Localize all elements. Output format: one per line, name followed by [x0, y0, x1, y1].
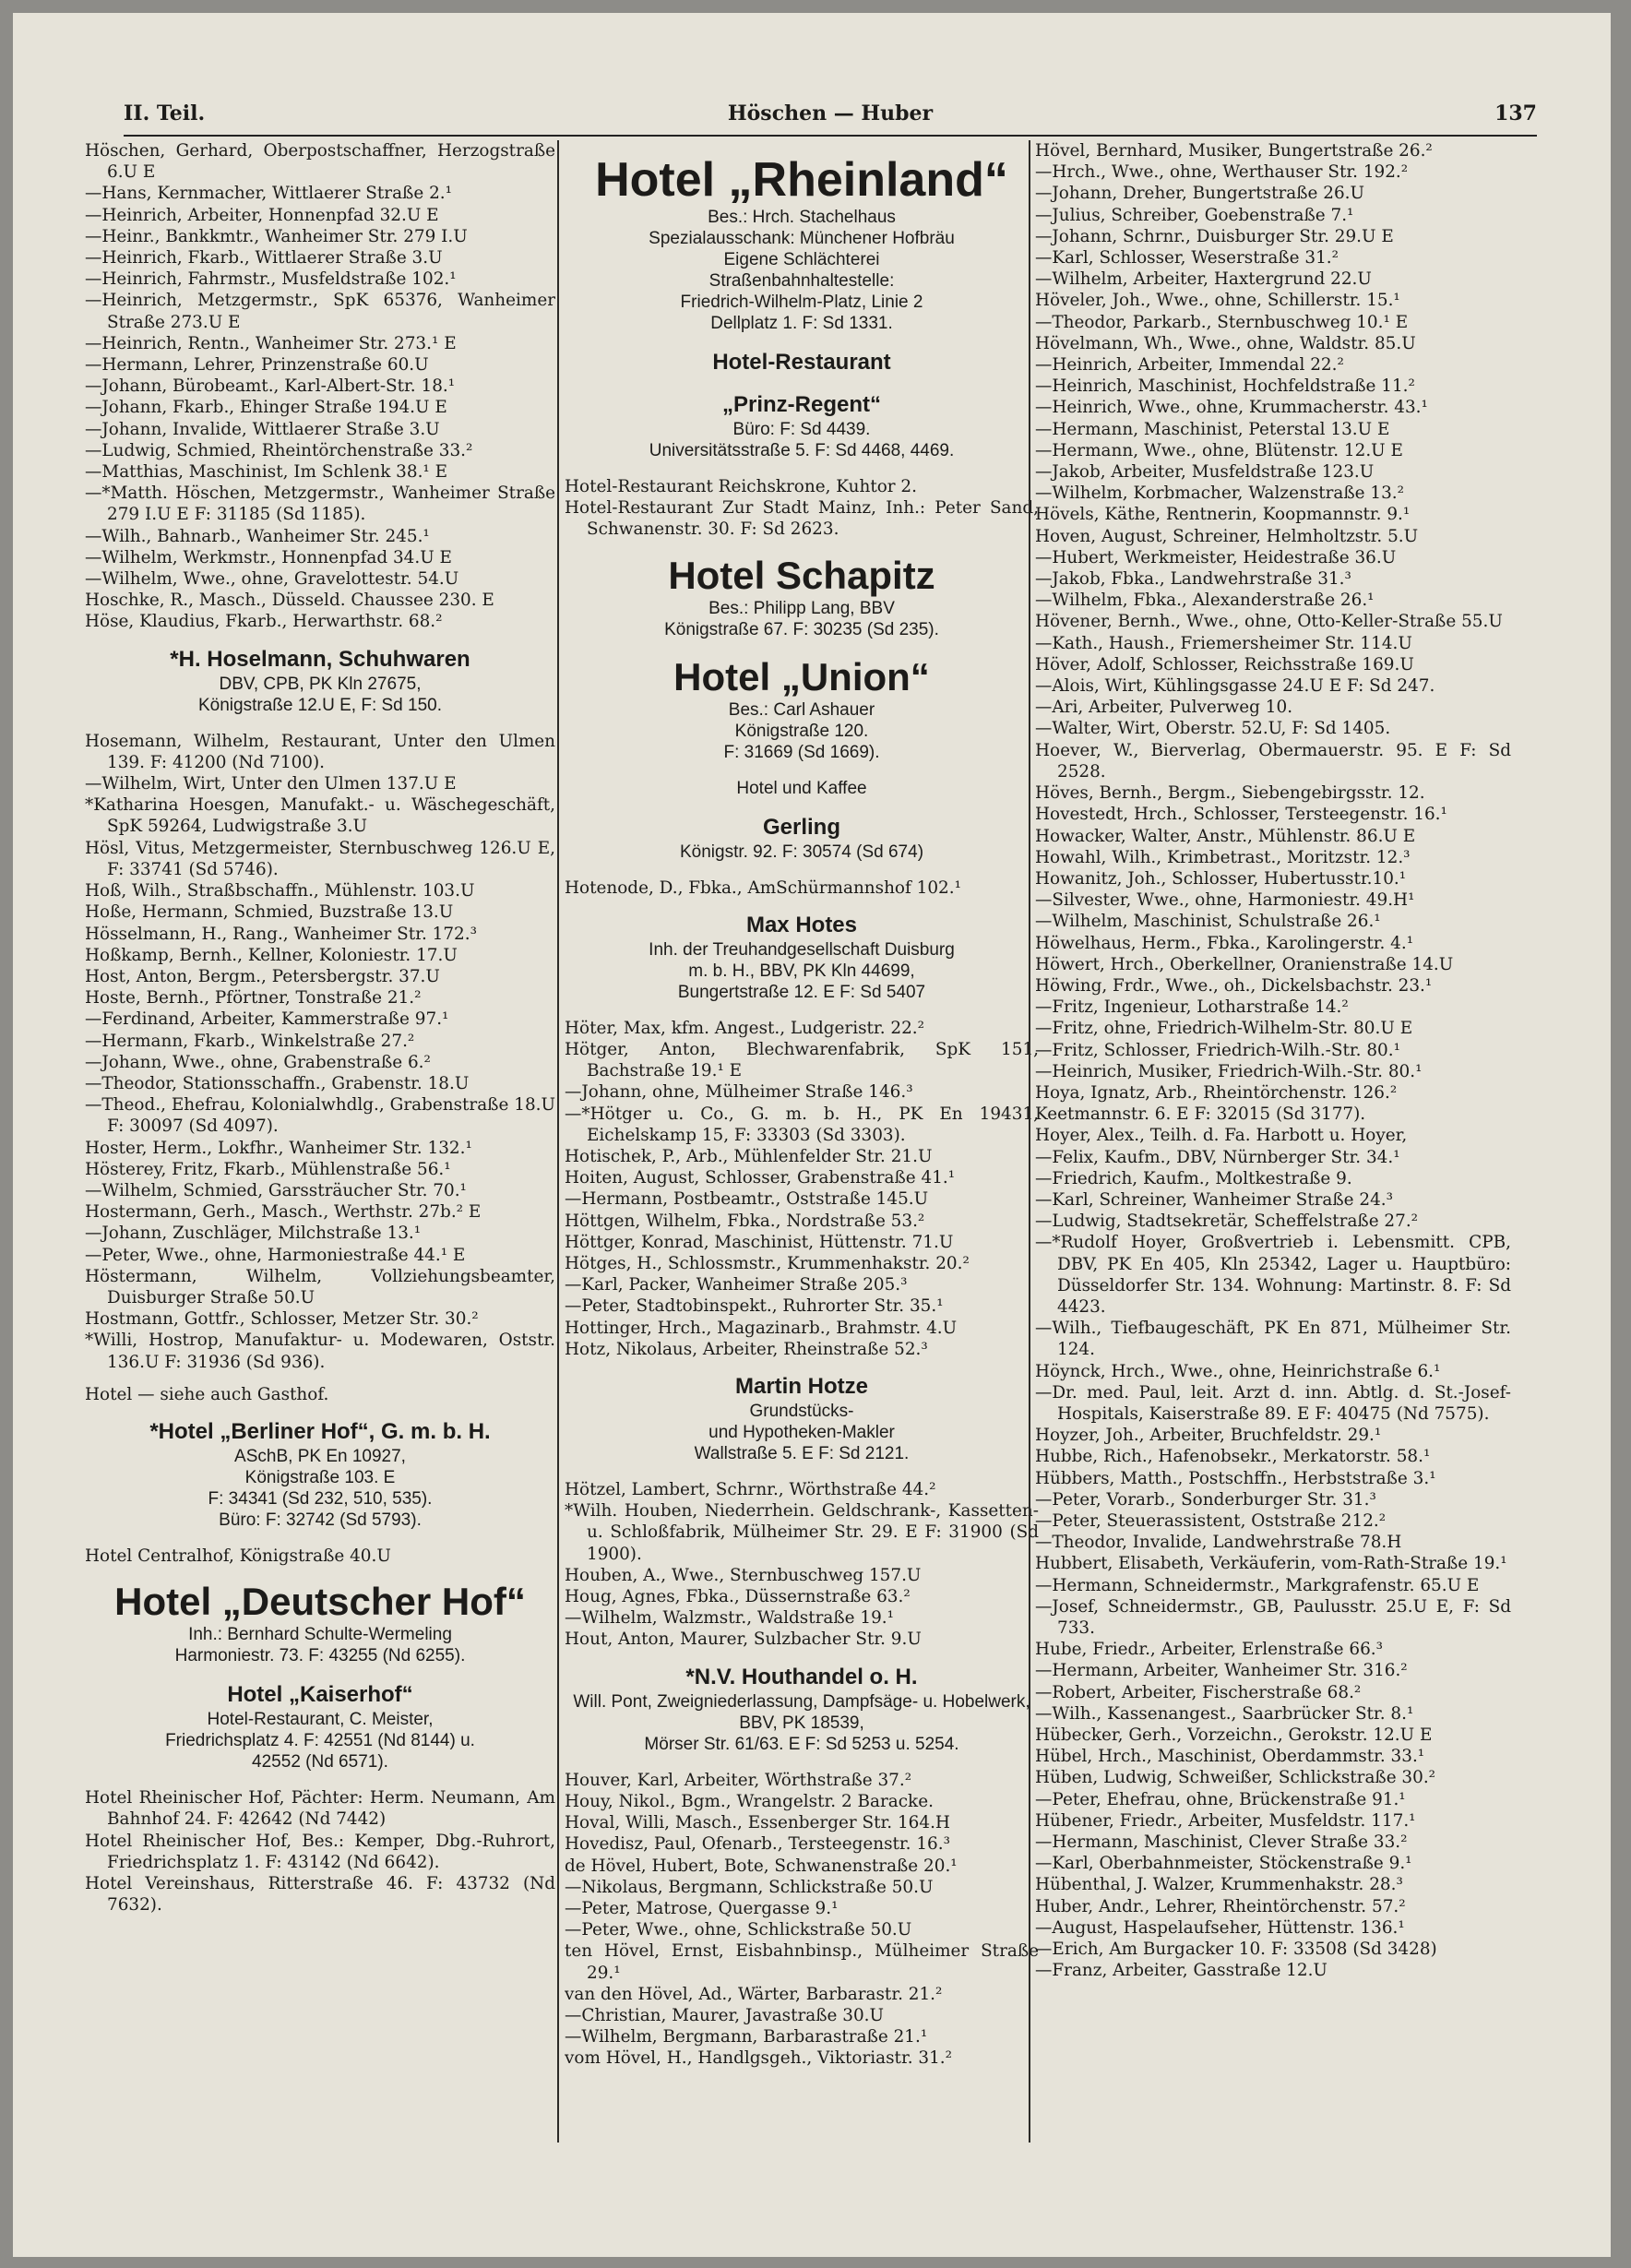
- directory-entry: —Johann, Wwe., ohne, Grabenstraße 6.²: [85, 1052, 431, 1072]
- header-rule: [124, 135, 1537, 137]
- directory-entry: —Johann, ohne, Mülheimer Straße 146.³: [565, 1082, 913, 1103]
- advertisement-line: Dellplatz 1. F: Sd 1331.: [710, 314, 893, 333]
- directory-entry: —Theodor, Invalide, Landwehrstraße 78.H: [1035, 1533, 1402, 1553]
- directory-entry: —*Rudolf Hoyer, Großvertrieb i. Lebensmitt. CPB, DBV, PK En 405, Kln 25342, Lager u. Hauptbüro: Düsseldorfer Str. 134. Wohnung: Martinstr. 8. F: Sd 4423.: [1035, 1233, 1511, 1317]
- advertisement-block: [565, 1373, 1039, 1464]
- advertisement-line: F: 34341 (Sd 232, 510, 535).: [208, 1488, 433, 1509]
- advertisement-block: [565, 554, 1039, 640]
- advertisement-block: [565, 1664, 1039, 1755]
- directory-entry: Hövener, Bernh., Wwe., ohne, Otto-Keller-Straße 55.U: [1035, 612, 1503, 632]
- directory-entry: —Hrch., Wwe., ohne, Werthauser Str. 192.²: [1035, 162, 1409, 183]
- directory-entry: Hötzel, Lambert, Schrnr., Wörthstraße 44.²: [565, 1480, 936, 1500]
- directory-entry: Hoval, Willi, Masch., Essenberger Str. 164.H: [565, 1813, 950, 1833]
- directory-entry: Houver, Karl, Arbeiter, Wörthstraße 37.²: [565, 1770, 912, 1790]
- directory-entry: —Wilh., Tiefbaugeschäft, PK En 871, Mülheimer Str. 124.: [1035, 1319, 1511, 1360]
- directory-entry: —Heinrich, Maschinist, Hochfeldstraße 11.²: [1035, 376, 1415, 397]
- advertisement-line: Königstr. 92. F: 30574 (Sd 674): [679, 842, 924, 862]
- directory-entry: —Julius, Schreiber, Goebenstraße 7.¹: [1035, 205, 1354, 225]
- advertisement-title: Hotel „Rheinland“: [595, 153, 1008, 207]
- directory-entry: —Ferdinand, Arbeiter, Kammerstraße 97.¹: [85, 1009, 449, 1030]
- advertisement-title: Max Hotes: [745, 912, 858, 937]
- directory-entry: —Matthias, Maschinist, Im Schlenk 38.¹ E: [85, 462, 448, 483]
- directory-entry: —Peter, Wwe., ohne, Harmoniestraße 44.¹ E: [85, 1245, 466, 1265]
- advertisement-line: Bes.: Carl Ashauer: [728, 699, 875, 720]
- directory-entry: —Karl, Schreiner, Wanheimer Straße 24.³: [1035, 1189, 1394, 1210]
- directory-entry: Höschen, Gerhard, Oberpostschaffner, Herzogstraße 6.U E: [85, 141, 555, 183]
- directory-entry: Höwing, Frdr., Wwe., oh., Dickelsbachstr. 23.¹: [1035, 975, 1433, 996]
- directory-entry: Hübener, Friedr., Arbeiter, Musfeldstr. 117.¹: [1035, 1810, 1416, 1831]
- directory-entry: Hövels, Käthe, Rentnerin, Koopmannstr. 9.¹: [1035, 505, 1411, 525]
- directory-entry: Hotel Centralhof, Königstraße 40.U: [85, 1546, 391, 1566]
- directory-entry: *Willi, Hostrop, Manufaktur- u. Modewaren, Oststr. 136.U F: 31936 (Sd 936).: [85, 1331, 555, 1372]
- directory-entry: —Johann, Invalide, Wittlaerer Straße 3.U: [85, 419, 440, 439]
- advertisement-line: Will. Pont, Zweigniederlassung, Dampfsäge- u. Hobelwerk, BBV, PK 18539,: [573, 1691, 1030, 1733]
- directory-entry: Hubbert, Elisabeth, Verkäuferin, vom-Rath-Straße 19.¹: [1035, 1554, 1507, 1574]
- advertisement-line: m. b. H., BBV, PK Kln 44699,: [688, 961, 915, 981]
- directory-entry: Host, Anton, Bergm., Petersbergstr. 37.U: [85, 966, 440, 986]
- advertisement-line: Büro: F: Sd 4439.: [732, 420, 871, 439]
- directory-entry: Hostmann, Gottfr., Schlosser, Metzer Str. 30.²: [85, 1309, 479, 1330]
- advertisement-title: Hotel „Deutscher Hof“: [114, 1580, 526, 1624]
- directory-entry: Hövelmann, Wh., Wwe., ohne, Waldstr. 85.U: [1035, 333, 1416, 353]
- directory-entry: van den Hövel, Ad., Wärter, Barbarastr. 21.²: [565, 1984, 943, 2004]
- directory-entry: —Karl, Oberbahnmeister, Stöckenstraße 9.¹: [1035, 1854, 1412, 1874]
- directory-entry: —Karl, Schlosser, Weserstraße 31.²: [1035, 248, 1339, 269]
- directory-entry: —Wilhelm, Wwe., ohne, Gravelottestr. 54.U: [85, 569, 459, 590]
- column-divider: [557, 140, 559, 2143]
- advertisement-line: und Hypotheken-Makler: [708, 1423, 895, 1443]
- advertisement-line: Königstraße 103. E: [244, 1467, 396, 1487]
- directory-entry: —Johann, Zuschläger, Milchstraße 13.¹: [85, 1224, 422, 1244]
- directory-entry: —Johann, Fkarb., Ehinger Straße 194.U E: [85, 398, 447, 418]
- advertisement-title: Hotel-Restaurant: [712, 350, 891, 375]
- directory-entry: Hotel-Restaurant Zur Stadt Mainz, Inh.: Peter Sand, Schwanenstr. 30. F: Sd 2623.: [565, 498, 1039, 540]
- directory-entry: —Heinrich, Rentn., Wanheimer Str. 273.¹ E: [85, 333, 457, 353]
- directory-entry: Hösselmann, H., Rang., Wanheimer Str. 172.³: [85, 924, 477, 944]
- advertisement-block: [565, 814, 1039, 863]
- directory-entry: —Peter, Steuerassistent, Oststraße 212.²: [1035, 1511, 1387, 1531]
- directory-entry: Hoßkamp, Bernh., Kellner, Koloniestr. 17.U: [85, 945, 458, 965]
- spacer: [85, 1373, 555, 1384]
- advertisement-line: 42552 (Nd 6571).: [252, 1752, 388, 1773]
- advertisement-line: Königstraße 67. F: 30235 (Sd 235).: [664, 619, 939, 639]
- directory-entry: —Peter, Wwe., ohne, Schlickstraße 50.U: [565, 1920, 912, 1940]
- directory-entry: —*Hötger u. Co., G. m. b. H., PK En 19431, Eichelskamp 15, F: 33303 (Sd 3303).: [565, 1104, 1039, 1145]
- advertisement-line: Friedrich-Wilhelm-Platz, Linie 2: [680, 292, 923, 312]
- directory-entry: Hoste, Bernh., Pförtner, Tonstraße 21.²: [85, 988, 422, 1009]
- advertisement-line: Hotel und Kaffee: [736, 778, 867, 798]
- directory-entry: Hout, Anton, Maurer, Sulzbacher Str. 9.U: [565, 1629, 922, 1650]
- directory-entry: de Hövel, Hubert, Bote, Schwanenstraße 20.¹: [565, 1856, 958, 1876]
- advertisement-title: *N.V. Houthandel o. H.: [685, 1664, 918, 1689]
- column-divider: [1029, 140, 1030, 2143]
- directory-entry: Höves, Bernh., Bergm., Siebengebirgsstr. 12.: [1035, 783, 1425, 804]
- advertisement-block: [85, 1681, 555, 1773]
- directory-entry: —Hermann, Arbeiter, Wanheimer Str. 316.²: [1035, 1661, 1408, 1681]
- directory-entry: —Peter, Matrose, Quergasse 9.¹: [565, 1898, 839, 1918]
- directory-entry: Hotz, Nikolaus, Arbeiter, Rheinstraße 52.³: [565, 1339, 928, 1359]
- directory-entry: Hubbe, Rich., Hafenobsekr., Merkatorstr. 58.¹: [1035, 1447, 1431, 1467]
- advertisement-block: [85, 1418, 555, 1531]
- directory-entry: —Franz, Arbeiter, Gasstraße 12.U: [1035, 1961, 1327, 1981]
- directory-entry: —Jakob, Arbeiter, Musfeldstraße 123.U: [1035, 462, 1375, 483]
- section-label: II. Teil.: [124, 101, 206, 125]
- advertisement-line: Eigene Schlächterei: [723, 250, 880, 269]
- directory-entry: —Hans, Kernmacher, Wittlaerer Straße 2.¹: [85, 184, 452, 204]
- directory-entry: Höwert, Hrch., Oberkellner, Oranienstraße 14.U: [1035, 954, 1454, 974]
- column-middle: [565, 140, 1039, 2143]
- directory-entry: Howahl, Wilh., Krimbetrast., Moritzstr. 12.³: [1035, 847, 1411, 867]
- advertisement-block: [565, 391, 1039, 461]
- directory-entry: —Peter, Stadtobinspekt., Ruhrorter Str. 35.¹: [565, 1296, 944, 1317]
- advertisement-title: Martin Hotze: [735, 1374, 868, 1400]
- advertisement-line: Spezialausschank: Münchener Hofbräu: [649, 229, 955, 248]
- directory-entry: —Hermann, Fkarb., Winkelstraße 27.²: [85, 1031, 415, 1051]
- directory-entry: Hoever, W., Bierverlag, Obermauerstr. 95. E F: Sd 2528.: [1035, 740, 1511, 782]
- directory-entry: Höwelhaus, Herm., Fbka., Karolingerstr. 4.¹: [1035, 933, 1414, 953]
- directory-entry: —Fritz, ohne, Friedrich-Wilhelm-Str. 80.U E: [1035, 1019, 1413, 1039]
- directory-entry: Hoschke, R., Masch., Düsseld. Chaussee 230. E: [85, 591, 494, 611]
- advertisement-line: Inh.: Bernhard Schulte-Wermeling: [188, 1625, 452, 1645]
- directory-entry: Hoyer, Alex., Teilh. d. Fa. Harbott u. Hoyer,: [1035, 1126, 1408, 1146]
- directory-entry: Hoiten, August, Schlosser, Grabenstraße 41.¹: [565, 1168, 956, 1188]
- advertisement-line: Straßenbahnhaltestelle:: [708, 271, 895, 291]
- directory-entry: —Wilhelm, Maschinist, Schulstraße 26.¹: [1035, 912, 1381, 932]
- directory-entry: Höveler, Joh., Wwe., ohne, Schillerstr. 15.¹: [1035, 291, 1400, 311]
- directory-entry: Howanitz, Joh., Schlosser, Hubertusstr.10.¹: [1035, 868, 1407, 889]
- advertisement-line: Büro: F: 32742 (Sd 5793).: [219, 1510, 422, 1530]
- directory-entry: Hovestedt, Hrch., Schlosser, Tersteegenstr. 16.¹: [1035, 805, 1447, 825]
- advertisement-line: Inh. der Treuhandgesellschaft Duisburg: [649, 939, 955, 960]
- advertisement-line: Wallstraße 5. E F: Sd 2121.: [694, 1444, 910, 1464]
- directory-entry: Hövel, Bernhard, Musiker, Bungertstraße 26.²: [1035, 141, 1433, 161]
- directory-entry: Hoven, August, Schreiner, Helmholtzstr. 5.U: [1035, 526, 1419, 546]
- directory-entry: —Friedrich, Kaufm., Moltkestraße 9.: [1035, 1168, 1352, 1188]
- directory-entry: —Hermann, Postbeamtr., Oststraße 145.U: [565, 1189, 929, 1210]
- advertisement-title: Hotel „Union“: [673, 654, 930, 698]
- directory-entry: Hüben, Ludwig, Schweißer, Schlickstraße 30.²: [1035, 1768, 1436, 1788]
- directory-entry: —Johann, Dreher, Bungertstraße 26.U: [1035, 184, 1365, 204]
- directory-entry: —Erich, Am Burgacker 10. F: 33508 (Sd 3428): [1035, 1940, 1437, 1960]
- directory-entry: Hübecker, Gerh., Vorzeichn., Gerokstr. 12.U E: [1035, 1725, 1433, 1746]
- advertisement-block: [85, 1580, 555, 1666]
- directory-entry: —Heinrich, Fahrmstr., Musfeldstraße 102.¹: [85, 269, 457, 290]
- directory-entry: Hübenthal, J. Walzer, Krummenhakstr. 28.³: [1035, 1875, 1403, 1895]
- directory-entry: —Josef, Schneidermstr., GB, Paulusstr. 25.U E, F: Sd 733.: [1035, 1596, 1511, 1639]
- directory-entry: —Jakob, Fbka., Landwehrstraße 31.³: [1035, 569, 1351, 590]
- directory-entry: —Heinrich, Arbeiter, Immendal 22.²: [1035, 355, 1344, 376]
- directory-entry: *Katharina Hoesgen, Manufakt.- u. Wäschegeschäft, SpK 59264, Ludwigstraße 3.U: [85, 795, 555, 837]
- directory-entry: Hosemann, Wilhelm, Restaurant, Unter den Ulmen 139. F: 41200 (Nd 7100).: [85, 731, 555, 772]
- advertisement-title: *Hotel „Berliner Hof“, G. m. b. H.: [149, 1418, 491, 1444]
- directory-entry: —Hermann, Maschinist, Peterstal 13.U E: [1035, 419, 1390, 439]
- directory-entry: —Heinrich, Metzgermstr., SpK 65376, Wanheimer Straße 273.U E: [85, 291, 555, 332]
- advertisement-block: [565, 349, 1039, 376]
- advertisement-line: Königstraße 120.: [734, 721, 869, 741]
- directory-entry: —Johann, Bürobeamt., Karl-Albert-Str. 18.¹: [85, 376, 456, 397]
- directory-entry: Höver, Adolf, Schlosser, Reichsstraße 169.U: [1035, 654, 1414, 674]
- directory-entry: —Theod., Ehefrau, Kolonialwhdlg., Grabenstraße 18.U F: 30097 (Sd 4097).: [85, 1095, 555, 1137]
- directory-entry: —Kath., Haush., Friemersheimer Str. 114.U: [1035, 633, 1412, 653]
- directory-entry: Hotel Vereinshaus, Ritterstraße 46. F: 43732 (Nd 7632).: [85, 1873, 555, 1916]
- directory-entry: —Peter, Vorarb., Sonderburger Str. 31.³: [1035, 1489, 1376, 1510]
- directory-entry: —Wilhelm, Fbka., Alexanderstraße 26.¹: [1035, 591, 1375, 611]
- directory-entry: —Fritz, Schlosser, Friedrich-Wilh.-Str. 80.¹: [1035, 1040, 1400, 1060]
- directory-entry: —Hermann, Lehrer, Prinzenstraße 60.U: [85, 355, 429, 376]
- directory-entry: Huber, Andr., Lehrer, Rheintörchenstr. 57.²: [1035, 1896, 1406, 1916]
- directory-entry: —August, Haspelaufseher, Hüttenstr. 136.¹: [1035, 1917, 1405, 1938]
- directory-entry: Hoße, Hermann, Schmied, Buzstraße 13.U: [85, 902, 454, 923]
- advertisement-title: „Prinz-Regent“: [721, 392, 881, 417]
- page-number: 137: [1494, 101, 1537, 125]
- directory-entry: Hötger, Anton, Blechwarenfabrik, SpK 151, Bachstraße 19.¹ E: [565, 1040, 1039, 1081]
- directory-entry: —Wilhelm, Werkmstr., Honnenpfad 34.U E: [85, 547, 452, 567]
- advertisement-line: Universitätsstraße 5. F: Sd 4468, 4469.: [649, 441, 955, 460]
- directory-entry: —Theodor, Stationsschaffn., Grabenstr. 18.U: [85, 1073, 470, 1093]
- directory-entry: —Hermann, Schneidermstr., Markgrafenstr. 65.U E: [1035, 1575, 1480, 1595]
- directory-entry: Höstermann, Wilhelm, Vollziehungsbeamter, Duisburger Straße 50.U: [85, 1266, 555, 1307]
- advertisement-title: Hotel „Kaiserhof“: [227, 1682, 413, 1708]
- directory-entry: Hoster, Herm., Lokfhr., Wanheimer Str. 132.¹: [85, 1138, 472, 1158]
- directory-entry: Hübbers, Matth., Postschffn., Herbststraße 3.¹: [1035, 1468, 1436, 1488]
- directory-entry: Höttgen, Wilhelm, Fbka., Nordstraße 53.²: [565, 1211, 925, 1231]
- directory-entry: —Christian, Maurer, Javastraße 30.U: [565, 2005, 884, 2025]
- directory-entry: —Hermann, Maschinist, Clever Straße 33.²: [1035, 1832, 1408, 1853]
- advertisement-block: [565, 153, 1039, 334]
- directory-entry: Höter, Max, kfm. Angest., Ludgeristr. 22.²: [565, 1018, 924, 1038]
- advertisement-block: [85, 646, 555, 716]
- directory-entry: —Wilhelm, Wirt, Unter den Ulmen 137.U E: [85, 774, 457, 794]
- advertisement-block: [565, 778, 1039, 799]
- advertisement-line: DBV, CPB, PK Kln 27675,: [219, 674, 422, 694]
- directory-entry: Hoya, Ignatz, Arb., Rheintörchenstr. 126.²: [1035, 1082, 1398, 1103]
- directory-entry: Höttger, Konrad, Maschinist, Hüttenstr. 71.U: [565, 1232, 954, 1252]
- directory-entry: Howacker, Walter, Anstr., Mühlenstr. 86.U E: [1035, 826, 1416, 846]
- directory-entry: Hovedisz, Paul, Ofenarb., Tersteegenstr. 16.³: [565, 1834, 950, 1855]
- directory-entry: —Heinrich, Arbeiter, Honnenpfad 32.U E: [85, 205, 439, 225]
- directory-entry: —Alois, Wirt, Kühlingsgasse 24.U E F: Sd 247.: [1035, 676, 1435, 697]
- directory-entry: Hoyzer, Joh., Arbeiter, Bruchfeldstr. 29.¹: [1035, 1426, 1382, 1446]
- advertisement-line: Hotel-Restaurant, C. Meister,: [207, 1710, 434, 1730]
- directory-entry: Hübel, Hrch., Maschinist, Oberdammstr. 33.¹: [1035, 1747, 1425, 1767]
- directory-entry: —Heinrich, Wwe., ohne, Krummacherstr. 43.¹: [1035, 398, 1428, 418]
- directory-entry: —Wilhelm, Walzmstr., Waldstraße 19.¹: [565, 1608, 895, 1629]
- column-left: [85, 140, 555, 2143]
- directory-entry: *Wilh. Houben, Niederrhein. Geldschrank-, Kassetten- u. Schloßfabrik, Mülheimer Str. 29. E F: 31900 (Sd 1900).: [565, 1501, 1039, 1564]
- column-right: [1035, 140, 1511, 2143]
- directory-entry: Höynck, Hrch., Wwe., ohne, Heinrichstraße 6.¹: [1035, 1361, 1441, 1381]
- directory-entry: —Heinr., Bankkmtr., Wanheimer Str. 279 I.U: [85, 226, 468, 246]
- directory-entry: —*Matth. Höschen, Metzgermstr., Wanheimer Straße 279 I.U E F: 31185 (Sd 1185).: [85, 483, 555, 525]
- directory-entry: —Theodor, Parkarb., Sternbuschweg 10.¹ E: [1035, 312, 1409, 332]
- directory-entry: —Dr. med. Paul, leit. Arzt d. inn. Abtlg. d. St.-Josef-Hospitals, Kaiserstraße 89. E F: 40475 (Nd 7575).: [1035, 1382, 1511, 1424]
- running-header: [124, 101, 1537, 138]
- directory-entry: Hotel Rheinischer Hof, Bes.: Kemper, Dbg.-Ruhrort, Friedrichsplatz 1. F: 43142 (Nd 6642).: [85, 1831, 555, 1872]
- advertisement-line: Bes.: Philipp Lang, BBV: [708, 598, 895, 618]
- advertisement-line: Bes.: Hrch. Stachelhaus: [708, 208, 896, 227]
- advertisement-title: Hotel Schapitz: [668, 553, 935, 597]
- directory-entry: Keetmannstr. 6. E F: 32015 (Sd 3177).: [1035, 1104, 1366, 1125]
- directory-entry: —Silvester, Wwe., ohne, Harmoniestr. 49.H¹: [1035, 890, 1415, 911]
- directory-entry: —Hubert, Werkmeister, Heidestraße 36.U: [1035, 547, 1397, 567]
- directory-entry: Hösl, Vitus, Metzgermeister, Sternbuschweg 126.U E, F: 33741 (Sd 5746).: [85, 838, 555, 879]
- advertisement-line: F: 31669 (Sd 1669).: [723, 742, 880, 762]
- directory-entry: Höse, Klaudius, Fkarb., Herwarthstr. 68.²: [85, 612, 443, 632]
- advertisement-line: Bungertstraße 12. E F: Sd 5407: [677, 982, 926, 1002]
- directory-page: [13, 13, 1611, 2257]
- directory-entry: —Wilhelm, Schmied, Garssträucher Str. 70.¹: [85, 1180, 467, 1200]
- directory-entry: —Ludwig, Stadtsekretär, Scheffelstraße 27.²: [1035, 1212, 1419, 1232]
- advertisement-line: Königstraße 12.U E, F: Sd 150.: [197, 695, 443, 715]
- directory-entry: —Walter, Wirt, Oberstr. 52.U, F: Sd 1405.: [1035, 719, 1391, 739]
- directory-entry: Hottinger, Hrch., Magazinarb., Brahmstr. 4.U: [565, 1318, 958, 1338]
- directory-entry: Houben, A., Wwe., Sternbuschweg 157.U: [565, 1565, 922, 1585]
- directory-entry: —Felix, Kaufm., DBV, Nürnberger Str. 34.¹: [1035, 1147, 1400, 1167]
- directory-entry: vom Hövel, H., Handlgsgeh., Viktoriastr. 31.²: [565, 2048, 953, 2069]
- advertisement-line: Grundstücks-: [749, 1402, 854, 1422]
- directory-entry: —Hermann, Wwe., ohne, Blütenstr. 12.U E: [1035, 440, 1403, 460]
- advertisement-line: Friedrichsplatz 4. F: 42551 (Nd 8144) u.: [165, 1731, 475, 1751]
- directory-entry: —Peter, Ehefrau, ohne, Brückenstraße 91.¹: [1035, 1789, 1406, 1809]
- page-range-title: Höschen — Huber: [727, 101, 934, 125]
- directory-entry: —Fritz, Ingenieur, Lotharstraße 14.²: [1035, 997, 1349, 1018]
- directory-entry: —Ari, Arbeiter, Pulverweg 10.: [1035, 698, 1293, 718]
- directory-entry: —Karl, Packer, Wanheimer Straße 205.³: [565, 1275, 908, 1295]
- advertisement-title: *H. Hoselmann, Schuhwaren: [170, 646, 470, 672]
- directory-entry: Houy, Nikol., Bgm., Wrangelstr. 2 Baracke.: [565, 1791, 934, 1811]
- directory-entry: —Wilhelm, Korbmacher, Walzenstraße 13.²: [1035, 483, 1405, 504]
- directory-entry: Hotel — siehe auch Gasthof.: [85, 1384, 329, 1404]
- directory-entry: Hotenode, D., Fbka., AmSchürmannshof 102.¹: [565, 877, 961, 898]
- directory-entry: —Robert, Arbeiter, Fischerstraße 68.²: [1035, 1682, 1362, 1702]
- advertisement-line: Harmoniestr. 73. F: 43255 (Nd 6255).: [174, 1646, 466, 1666]
- directory-entry: Hoß, Wilh., Straßbschaffn., Mühlenstr. 103.U: [85, 881, 475, 901]
- advertisement-title: Gerling: [762, 814, 840, 840]
- directory-entry: Hostermann, Gerh., Masch., Werthstr. 27b.² E: [85, 1202, 482, 1223]
- directory-entry: —Johann, Schrnr., Duisburger Str. 29.U E: [1035, 226, 1394, 246]
- directory-entry: Hösterey, Fritz, Fkarb., Mühlenstraße 56.¹: [85, 1159, 451, 1179]
- directory-entry: Hötges, H., Schlossmstr., Krummenhakstr. 20.²: [565, 1254, 970, 1274]
- directory-entry: Hotel Rheinischer Hof, Pächter: Herm. Neumann, Am Bahnhof 24. F: 42642 (Nd 7442): [85, 1788, 555, 1830]
- directory-entry: —Nikolaus, Bergmann, Schlickstraße 50.U: [565, 1877, 934, 1897]
- advertisement-line: ASchB, PK En 10927,: [234, 1446, 406, 1466]
- directory-entry: —Wilh., Kassenangest., Saarbrücker Str. 8.¹: [1035, 1703, 1414, 1724]
- advertisement-block: [565, 912, 1039, 1003]
- directory-entry: Houg, Agnes, Fbka., Düssernstraße 63.²: [565, 1587, 911, 1607]
- directory-entry: —Wilhelm, Arbeiter, Haxtergrund 22.U: [1035, 269, 1372, 290]
- directory-entry: —Heinrich, Fkarb., Wittlaerer Straße 3.U: [85, 248, 443, 269]
- directory-entry: —Wilhelm, Bergmann, Barbarastraße 21.¹: [565, 2027, 928, 2047]
- directory-entry: —Wilh., Bahnarb., Wanheimer Str. 245.¹: [85, 526, 430, 546]
- advertisement-line: Mörser Str. 61/63. E F: Sd 5253 u. 5254.: [644, 1734, 959, 1754]
- advertisement-block: [565, 655, 1039, 763]
- directory-entry: Hotel-Restaurant Reichskrone, Kuhtor 2.: [565, 477, 917, 496]
- directory-entry: —Ludwig, Schmied, Rheintörchenstraße 33.²: [85, 440, 473, 460]
- directory-entry: Hotischek, P., Arb., Mühlenfelder Str. 21.U: [565, 1147, 933, 1167]
- directory-entry: Hube, Friedr., Arbeiter, Erlenstraße 66.³: [1035, 1640, 1384, 1660]
- directory-entry: —Heinrich, Musiker, Friedrich-Wilh.-Str. 80.¹: [1035, 1061, 1423, 1081]
- directory-entry: ten Hövel, Ernst, Eisbahnbinsp., Mülheimer Straße 29.¹: [565, 1941, 1039, 1983]
